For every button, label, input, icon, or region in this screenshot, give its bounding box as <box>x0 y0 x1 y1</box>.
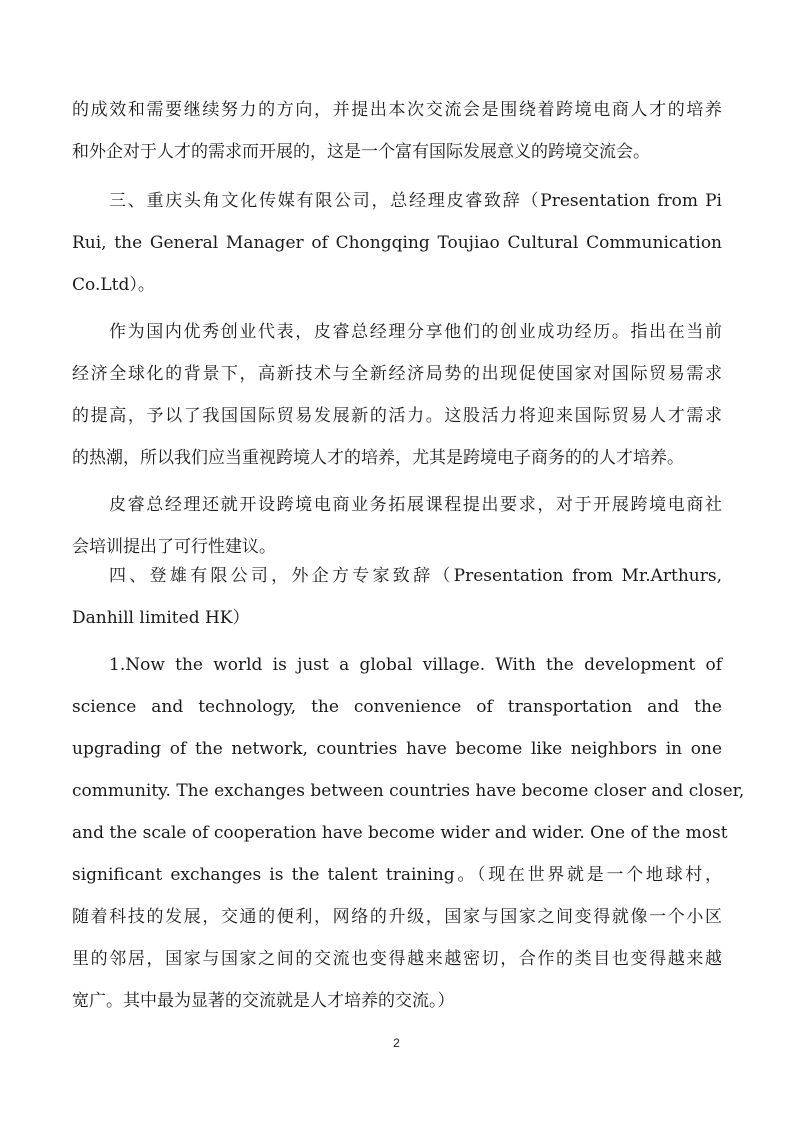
paragraph-line: 经济全球化的背景下，高新技术与全新经济局势的出现促使国家对国际贸易需求 <box>72 364 722 384</box>
paragraph-line: upgrading of the network, countries have become like neighbors in one <box>72 739 722 759</box>
paragraph-line: community. The exchanges between countries have become closer and closer, <box>72 781 745 801</box>
paragraph-line: 的成效和需要继续努力的方向，并提出本次交流会是围绕着跨境电商人才的培养 <box>72 100 722 120</box>
paragraph-line: 皮睿总经理还就开设跨境电商业务拓展课程提出要求，对于开展跨境电商社 <box>109 495 722 515</box>
paragraph-line: and the scale of cooperation have become wider and wider. One of the most <box>72 823 728 843</box>
paragraph-line: 1.Now the world is just a global village. With the development of <box>109 655 722 675</box>
paragraph-line: significant exchanges is the talent training。（现在世界就是一个地球村， <box>72 865 722 885</box>
section-heading-line: Danhill limited HK） <box>72 608 250 628</box>
paragraph-line: 和外企对于人才的需求而开展的，这是一个富有国际发展意义的跨境交流会。 <box>72 142 650 162</box>
section-heading-line: 三、重庆头角文化传媒有限公司，总经理皮睿致辞（Presentation from Pi <box>109 191 722 211</box>
paragraph-line: 宽广。其中最为显著的交流就是人才培养的交流。） <box>72 991 455 1011</box>
paragraph-line: 作为国内优秀创业代表，皮睿总经理分享他们的创业成功经历。指出在当前 <box>109 322 722 342</box>
paragraph-line: 的热潮，所以我们应当重视跨境人才的培养，尤其是跨境电子商务的的人才培养。 <box>72 448 684 468</box>
paragraph-line: 的提高，予以了我国国际贸易发展新的活力。这股活力将迎来国际贸易人才需求 <box>72 406 722 426</box>
paragraph-line: 里的邻居，国家与国家之间的交流也变得越来越密切，合作的类目也变得越来越 <box>72 949 722 969</box>
section-heading-line: Rui, the General Manager of Chongqing Toujiao Cultural Communication <box>72 233 722 253</box>
section-heading-line: Co.Ltd）。 <box>72 275 155 295</box>
section-heading-line: 四、登雄有限公司，外企方专家致辞（Presentation from Mr.Arthurs, <box>109 566 722 586</box>
paragraph-line: 会培训提出了可行性建议。 <box>72 537 276 557</box>
paragraph-line: science and technology, the convenience of transportation and the <box>72 697 722 717</box>
page-number: 2 <box>393 1036 400 1050</box>
paragraph-line: 随着科技的发展，交通的便利，网络的升级，国家与国家之间变得就像一个小区 <box>72 907 722 927</box>
